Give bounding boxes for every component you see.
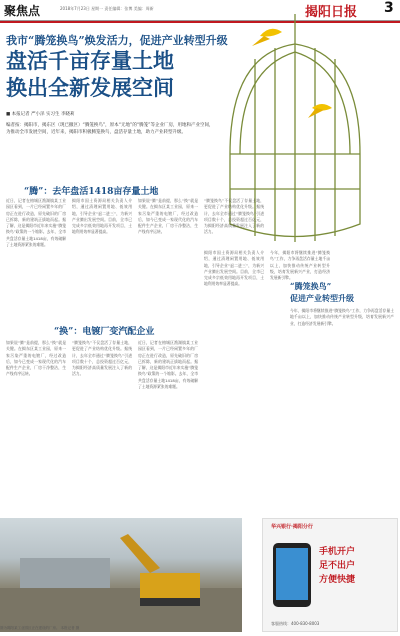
ad-line-3: 方便快捷 <box>319 575 356 585</box>
body-column-7: 近日，记者在榕城区渔湖镇某工业园区看到，一片已经闲置多年的厂房正在进行改造，原先破旧的厂房已拆除，新的建筑正拔地而起。据了解，这是揭阳市近年来实施“腾笼换鸟”政策的一个缩影。去年，全市共盘活存量土地1418亩，有效破解了土地资源紧张的难题。 <box>138 340 198 390</box>
bank-advertisement <box>262 518 398 632</box>
byline: ■ 本报记者 严小泽 实习生 李晓莉 <box>6 112 75 117</box>
phone-icon <box>273 543 311 607</box>
body-column-8: 揭阳市国土资源局相关负责人介绍，通过清理闲置用地、低效用地，引导企业“退二进三”，为新兴产业腾出发展空间。目前，全市已完成多宗低效用地再开发项目，土地利用效率显著提高。 <box>204 250 264 287</box>
photo-caption: 图为揭阳某工业园区正在建设的厂房。 本报记者 摄 <box>0 626 80 630</box>
section-title: 聚焦点 <box>4 4 41 18</box>
body-column-1: 近日，记者在榕城区渔湖镇某工业园区看到，一片已经闲置多年的厂房正在进行改造，原先破旧的厂房已拆除，新的建筑正拔地而起。据了解，这是揭阳市近年来实施“腾笼换鸟”政策的一个缩影。去年，全市共盘活存量土地1418亩，有效破解了土地资源紧张的难题。 <box>6 198 66 248</box>
subhead-huan: “换”：电镀厂变汽配企业 <box>54 327 155 337</box>
lead-paragraph: 编者按：揭阳市，揭东区（现已撤区）“腾笼换鸟”，原本“无地”的“腾笼”等企业厂房，用地和产业空间，为推动全市发展空间，近年来，揭阳市积极腾笼换鸟，盘活存量土地，助力产业转型升级。 <box>6 123 214 135</box>
ad-line-1: 手机开户 <box>319 547 356 557</box>
ad-footer: 客服热线：400-830-8003 <box>271 621 320 626</box>
headline <box>6 48 174 102</box>
ad-slogan <box>319 545 355 587</box>
construction-photo <box>0 518 242 632</box>
body-column-9-top: 今年，揭阳市将继续推进“腾笼换鸟”工作，力争再盘活存量土地千亩以上，加快推动传统产业转型升级，培育发展新兴产业，打造经济发展新引擎。 <box>270 250 330 281</box>
headline-line-2: 换出全新发展空间 <box>6 76 174 100</box>
kicker: 我市“腾笼换鸟”焕发活力，促进产业转型升级 <box>6 34 228 47</box>
excavator-icon <box>0 518 242 632</box>
body-column-6: “腾笼换鸟”不仅盘活了存量土地，更促进了产业结构优化升级。据统计，去年全市通过“腾笼换鸟”引进项目数十个，总投资超过百亿元，为揭阳经济高质量发展注入了新的活力。 <box>72 340 132 377</box>
body-column-2: 揭阳市国土资源局相关负责人介绍，通过清理闲置用地、低效用地，引导企业“退二进三”，为新兴产业腾出发展空间。目前，全市已完成多宗低效用地再开发项目，土地利用效率显著提高。 <box>72 198 132 235</box>
body-column-5: 如果说“腾”是前提，那么“换”就是关键。在揭东区某工业园，原来一家污染严重的电镀厂，经过改造后，如今已变成一家现代化的汽车配件生产企业，厂房干净整洁，生产线有序运转。 <box>6 340 66 377</box>
subhead-upgrade: “腾笼换鸟” 促进产业转型升级 <box>290 281 354 303</box>
body-column-10: 今年，揭阳市将继续推进“腾笼换鸟”工作，力争再盘活存量土地千亩以上，加快推动传统产业转型升级，培育发展新兴产业，打造经济发展新引擎。 <box>290 308 394 326</box>
paper-logo: 揭阳日报 <box>305 5 358 20</box>
bird-icon <box>252 29 282 46</box>
masthead-meta: 2018年7月23日 星期一 责任编辑：张博 美编：周新 <box>60 6 154 11</box>
subhead-teng: “腾”：去年盘活1418亩存量土地 <box>24 187 159 197</box>
body-column-3: 如果说“腾”是前提，那么“换”就是关键。在揭东区某工业园，原来一家污染严重的电镀厂，经过改造后，如今已变成一家现代化的汽车配件生产企业，厂房干净整洁，生产线有序运转。 <box>138 198 198 235</box>
ad-bank-name: 华兴银行·揭阳分行 <box>271 524 313 530</box>
page-number: 3 <box>384 0 394 16</box>
ad-line-2: 足不出户 <box>319 561 356 571</box>
headline-line-1: 盘活千亩存量土地 <box>6 49 174 73</box>
body-column-4: “腾笼换鸟”不仅盘活了存量土地，更促进了产业结构优化升级。据统计，去年全市通过“腾笼换鸟”引进项目数十个，总投资超过百亿元，为揭阳经济高质量发展注入了新的活力。 <box>204 198 264 235</box>
